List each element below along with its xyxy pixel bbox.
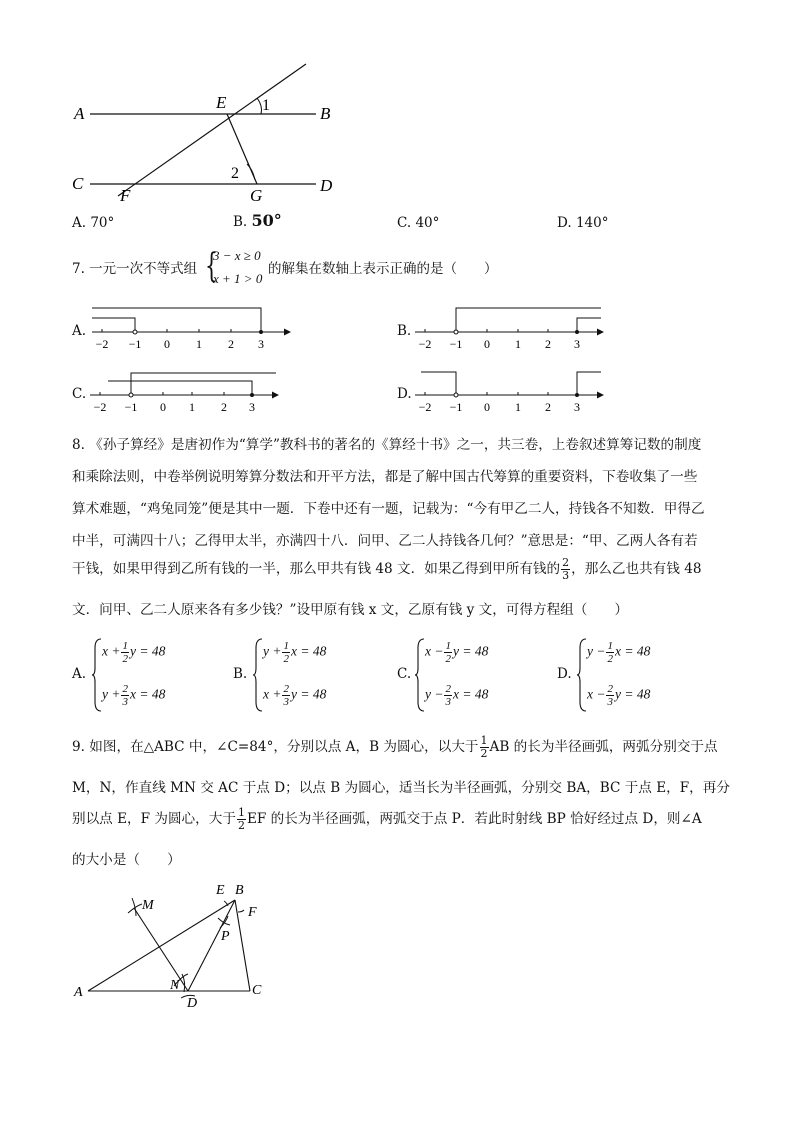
q6-option-a-text: 70° bbox=[90, 215, 115, 231]
label-e: E bbox=[216, 883, 225, 898]
q6-option-d[interactable] bbox=[557, 215, 608, 231]
q8-line-5-post: ，那么乙也共有钱 48 bbox=[571, 561, 702, 577]
q7-number-line-b[interactable] bbox=[411, 300, 616, 355]
svg-text:3: 3 bbox=[249, 400, 255, 414]
q8-option-b-eq-1: y + $\frac{1}{2}$ x = 48 bbox=[263, 640, 327, 665]
label-angle-1: 1 bbox=[262, 97, 270, 114]
q8-option-a-eq-1: x + $\frac{1}{2}$ y = 48 bbox=[102, 640, 166, 665]
q6-option-b-letter: B. bbox=[233, 214, 248, 230]
label-f: F bbox=[120, 186, 131, 205]
q7-option-c-letter[interactable]: C. bbox=[72, 386, 87, 402]
q6-option-c-text: 40° bbox=[415, 215, 440, 231]
svg-text:−2: −2 bbox=[95, 337, 109, 351]
svg-text:0: 0 bbox=[160, 400, 166, 414]
svg-text:3: 3 bbox=[574, 337, 580, 351]
label-a: A bbox=[74, 104, 85, 123]
q7-brace: { bbox=[205, 246, 218, 286]
svg-text:−2: −2 bbox=[93, 400, 107, 414]
q8-option-b[interactable] bbox=[233, 632, 383, 716]
svg-text:2: 2 bbox=[545, 337, 551, 351]
angle-1-arc bbox=[257, 98, 262, 114]
line-mn bbox=[134, 908, 188, 991]
q9-line-3 bbox=[72, 806, 702, 832]
q8-option-d[interactable] bbox=[557, 632, 707, 716]
label-n: N bbox=[170, 978, 180, 993]
q7-ineq-2: x + 1 > 0 bbox=[213, 271, 263, 286]
q8-line-5-fraction: $\frac{2}{3}$ bbox=[562, 556, 570, 582]
q8-option-d-letter: D. bbox=[557, 666, 572, 682]
q9-line-2: M，N，作直线 MN 交 AC 于点 D；以点 B 为圆心，适当长为半径画弧，分别交 BA，BC 于点 E，F，再分 bbox=[72, 780, 730, 796]
svg-text:1: 1 bbox=[515, 400, 521, 414]
label-d: D bbox=[320, 176, 333, 195]
q8-line-6: 文．问甲、乙二人原来各有多少钱？”设甲原有钱 x 文，乙原有钱 y 文，可得方程组（ ） bbox=[72, 602, 629, 618]
q9-line-3-pre: 别以点 E，F 为圆心，大于 bbox=[72, 811, 236, 827]
q7-number-line-a[interactable] bbox=[88, 300, 293, 355]
q6-option-c-letter: C. bbox=[397, 215, 412, 231]
q8-option-a-letter: A. bbox=[72, 666, 87, 682]
q9-figure bbox=[70, 876, 280, 1016]
q6-option-b-text: 50° bbox=[251, 211, 282, 230]
q8-option-a[interactable] bbox=[72, 632, 222, 716]
svg-text:2: 2 bbox=[228, 337, 234, 351]
q8-option-c-brace bbox=[415, 638, 425, 712]
q8-option-c-letter: C. bbox=[397, 666, 412, 682]
svg-text:1: 1 bbox=[189, 400, 195, 414]
q9-line-1-pre: 9. 如图，在△ABC 中，∠C=84°，分别以点 A，B 为圆心，以大于 bbox=[72, 739, 479, 755]
q8-option-c-eq-1: x − $\frac{1}{2}$ y = 48 bbox=[425, 640, 489, 665]
label-e: E bbox=[216, 93, 227, 112]
q9-line-1 bbox=[72, 734, 718, 760]
q8-line-5-pre: 干钱，如果甲得到乙所有钱的一半，那么甲共有钱 48 文．如果乙得到甲所有钱的 bbox=[72, 561, 561, 577]
svg-text:−2: −2 bbox=[418, 337, 432, 351]
svg-text:3: 3 bbox=[574, 400, 580, 414]
q7-suffix: 的解集在数轴上表示正确的是（ ） bbox=[268, 261, 498, 277]
q6-option-d-letter: D. bbox=[557, 215, 572, 231]
label-c: C bbox=[72, 174, 84, 193]
label-b: B bbox=[320, 104, 331, 123]
segment-bd bbox=[188, 900, 235, 991]
label-g: G bbox=[250, 186, 263, 205]
q8-option-a-brace bbox=[92, 638, 102, 712]
svg-text:3: 3 bbox=[258, 337, 264, 351]
q6-option-a[interactable] bbox=[72, 215, 114, 231]
q9-line-3-fraction: $\frac{1}{2}$ bbox=[237, 806, 245, 832]
q8-option-c[interactable] bbox=[397, 632, 547, 716]
svg-text:−2: −2 bbox=[418, 400, 432, 414]
q6-option-a-letter: A. bbox=[72, 215, 87, 231]
q8-line-2: 和乘除法则，中卷举例说明筹算分数法和开平方法，都是了解中国古代筹算的重要资料，下卷收集了一些 bbox=[72, 469, 698, 485]
svg-text:−1: −1 bbox=[449, 337, 463, 351]
q8-option-b-letter: B. bbox=[233, 666, 248, 682]
q7-option-b-letter[interactable]: B. bbox=[397, 323, 412, 339]
q6-option-b[interactable] bbox=[233, 213, 282, 230]
q7-question bbox=[72, 246, 572, 290]
label-b: B bbox=[235, 883, 244, 898]
q7-prefix: 7. 一元一次不等式组 bbox=[72, 261, 198, 277]
q8-line-3: 算术难题，“鸡兔同笼”便是其中一题．下卷中还有一题，记载为：“今有甲乙二人，持钱各不知数．甲得乙 bbox=[72, 501, 705, 517]
q8-option-a-eq-2: y + $\frac{2}{3}$ x = 48 bbox=[102, 683, 166, 708]
label-a: A bbox=[74, 985, 83, 1000]
q6-option-d-text: 140° bbox=[575, 215, 609, 231]
q8-option-d-brace bbox=[577, 638, 587, 712]
q6-figure bbox=[60, 58, 360, 208]
label-m: M bbox=[142, 898, 154, 913]
q8-line-5 bbox=[72, 556, 702, 582]
label-angle-2: 2 bbox=[231, 165, 239, 182]
svg-text:0: 0 bbox=[164, 337, 170, 351]
q9-line-3-post: EF 的长为半径画弧，两弧交于点 P．若此时射线 BP 恰好经过点 D，则∠A bbox=[246, 811, 702, 827]
svg-text:1: 1 bbox=[515, 337, 521, 351]
svg-text:−1: −1 bbox=[128, 337, 142, 351]
svg-text:0: 0 bbox=[484, 337, 490, 351]
q8-line-4: 中半，可满四十八；乙得甲太半，亦满四十八．问甲、乙二人持钱各几何？”意思是：“甲、乙两人各有若 bbox=[72, 533, 698, 549]
svg-text:2: 2 bbox=[545, 400, 551, 414]
label-p: P bbox=[221, 929, 230, 944]
segment-ab bbox=[88, 900, 235, 991]
q7-ineq-1: 3 − x ≥ 0 bbox=[213, 248, 261, 263]
svg-text:−1: −1 bbox=[124, 400, 138, 414]
q8-option-d-eq-1: y − $\frac{1}{2}$ x = 48 bbox=[587, 640, 651, 665]
svg-text:−1: −1 bbox=[449, 400, 463, 414]
q9-line-4: 的大小是（ ） bbox=[72, 852, 181, 868]
q9-line-1-post: AB 的长为半径画弧，两弧分别交于点 bbox=[489, 739, 718, 755]
label-f: F bbox=[248, 905, 257, 920]
label-d: D bbox=[187, 996, 198, 1011]
q8-option-b-brace bbox=[253, 638, 263, 712]
q8-option-c-eq-2: y − $\frac{2}{3}$ x = 48 bbox=[425, 683, 489, 708]
svg-text:2: 2 bbox=[221, 400, 227, 414]
q7-number-line-d[interactable] bbox=[411, 363, 616, 418]
line-transversal bbox=[118, 64, 306, 196]
q9-line-1-fraction: $\frac{1}{2}$ bbox=[480, 734, 488, 760]
label-c: C bbox=[252, 983, 262, 998]
q8-line-1: 8. 《孙子算经》是唐初作为“算学”教科书的著名的《算经十书》之一，共三卷，上卷叙述算筹记数的制度 bbox=[72, 437, 702, 453]
q8-option-b-eq-2: x + $\frac{2}{3}$ y = 48 bbox=[263, 683, 327, 708]
q7-option-a-letter[interactable]: A. bbox=[72, 323, 87, 339]
q7-number-line-c[interactable] bbox=[86, 363, 291, 418]
q6-option-c[interactable] bbox=[397, 215, 439, 231]
q8-option-d-eq-2: x − $\frac{2}{3}$ y = 48 bbox=[587, 683, 651, 708]
q7-option-d-letter[interactable]: D. bbox=[397, 386, 412, 402]
svg-text:1: 1 bbox=[196, 337, 202, 351]
svg-text:0: 0 bbox=[484, 400, 490, 414]
